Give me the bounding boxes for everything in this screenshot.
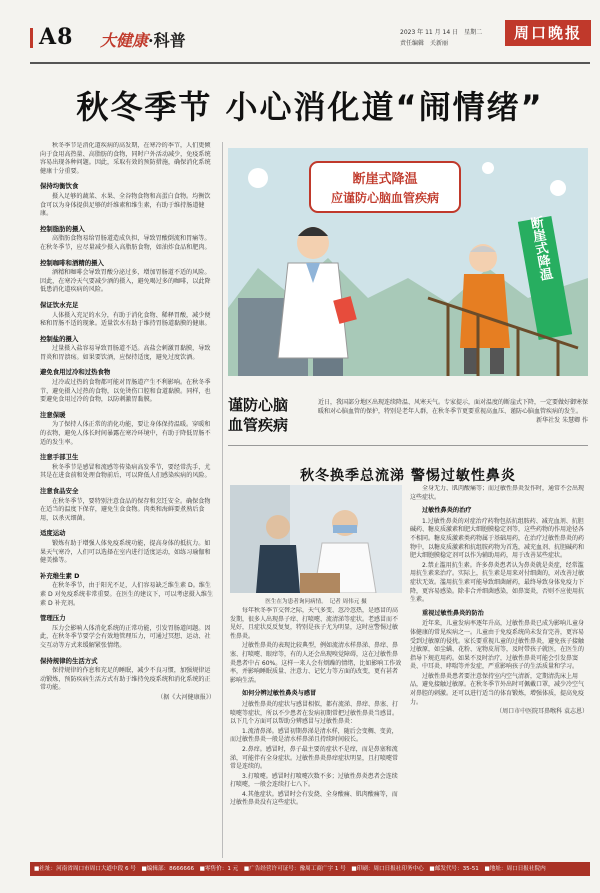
subsection-title: 重视过敏性鼻炎的防治	[422, 609, 484, 617]
page-number	[30, 24, 73, 50]
subsection-title: 过敏性鼻炎的治疗	[422, 507, 472, 515]
brief-title-line1: 谨防心脑	[228, 396, 289, 414]
page-number-text: A8	[39, 24, 74, 50]
main-headline: 秋冬季节 小心消化道“闹情绪”	[76, 88, 544, 126]
page-header	[0, 0, 600, 66]
editor-credit: 责任编辑 关新丽	[400, 40, 449, 47]
brief-text: 近日，我国部分地区出现连续降温、风寒天气。专家提示，面对温度的断崖式下降，一定要做好御寒保暖和对心脑血管的保护，特别是老年人群，在秋冬季节更要重视高血压、谨防心脑血管疾病的发生。	[318, 399, 589, 415]
left-article-intro: 秋冬季节是消化道疾病的高发期，在寒冷的季节，人们更倾向于食用高热量、高脂肪的食物，同时户外活动减少，免疫系统容易出现各种问题。因此，采取有效的预防措施，确保消化系统健康十分重要。	[40, 142, 211, 175]
paragraph: 每年秋冬季节交替之际，天气多变、忽冷忽热，是感冒的高发期，很多人出现鼻子痒、打喷嚏、流清涕等症状。老感冒而不见好，且症状反反复复，特别是孩子尤为明显，这时应警惕过敏性鼻炎。	[230, 607, 399, 640]
photo-desk	[300, 573, 340, 593]
subsection-title: 保证饮水充足	[40, 300, 79, 309]
section-title	[100, 28, 186, 51]
bubble-line1: 断崖式降温	[352, 172, 418, 187]
paragraph: 在秋冬季节，要特别注意食品的保存和烹饪安全。确保食物在适当的温度下保存，避免生食食物。肉类和海鲜要煮熟后食用，以杀灭细菌。	[40, 497, 211, 522]
paragraph: 2.鼻痒。感冒时，鼻子最主要的症状不是痒，而是鼻塞和流涕，可能伴有全身症状。过敏性鼻炎鼻痒症状明显，且打喷嚏常常是连续的。	[230, 745, 399, 771]
paragraph: 人体摄入充足的水分，有助于消化食物、稀释胃酸，减少便秘和胃肠不适的现象。适量饮水有助于维持胃肠道黏膜的健康。	[40, 311, 211, 328]
paragraph: 锻炼有助于增强人体免疫系统功能，提高身体的抵抗力。如果天气寒冷，人们可以选择在室内进行适度运动，如练习瑜伽和健美操等。	[40, 539, 211, 565]
patient-body	[256, 545, 300, 593]
snowflake-shape	[550, 180, 566, 196]
snowflake-shape	[482, 162, 494, 174]
paragraph: 过敏性鼻炎患者要注意保持室内空气清新，定期清洗床上用品，避免接触过敏原。在秋冬季节外出时可佩戴口罩，减少冷空气对鼻腔的刺激。还可以进行适当的体育锻炼，增强体质，提高免疫力。	[410, 672, 585, 706]
brief-title	[228, 395, 308, 435]
paragraph: 高脂肪食物易给胃肠道造成负担，导致胃酸倒流和胃痛等。在秋冬季节，应尽量减少摄入高脂肪食物，如油炸食品和肥肉。	[40, 235, 211, 251]
header-rule	[30, 62, 590, 64]
cartoon-illustration	[228, 148, 588, 376]
paragraph: 过量摄入盐容易导致胃肠道不适。高盐会刺激胃黏膜，导致胃炎和胃溃疡。如果要饮酒，应保持适度，避免过度饮酒。	[40, 345, 211, 361]
subsection-title: 避免食用过冷和过热食物	[40, 368, 111, 377]
paragraph: 酒精和咖啡会导致胃酸分泌过多，增加胃肠道不适的风险。因此，在寒冷天气要减少酒的摄入，避免喝过多的咖啡，以此降低患消化道疾病的风险。	[40, 269, 211, 294]
paragraph: 3.打喷嚏。感冒时打喷嚏次数不多；过敏性鼻炎患者会连续打喷嚏，一般会连续打七八下。	[230, 772, 398, 789]
brief-title-line2: 血管疾病	[228, 416, 289, 434]
article2-headline: 秋冬换季总流涕 警惕过敏性鼻炎	[300, 468, 516, 484]
photo-caption: 医生在为患者询问病情。 记者 周伟元 摄	[265, 599, 367, 605]
article2-column-left	[230, 607, 402, 862]
paragraph: 过敏性鼻炎的表现比较典型，例如流清水样鼻涕、鼻痒、鼻塞、打喷嚏、眼痒等，有的人还会出现嗅觉障碍，这在过敏性鼻炎患者中占 60%。这样一来人会有烦躁的情绪，比如影响工作效率，并影响睡眠质量、注意力、记忆力等方面的改变，更有甚者影响生活。	[230, 642, 402, 684]
subsection-title: 补充维生素 D	[40, 571, 80, 580]
paragraph: 秋冬季节是感冒和流感等传染病高发季节，要经常洗手，尤其是在进食前和处理食物前后，可以降低人们感染疾病的风险。	[40, 463, 211, 480]
section-rule	[228, 445, 588, 446]
doctor-photo	[230, 485, 402, 593]
paragraph: 保持规律的作息和充足的睡眠，减少不良习惯，加强规律运动锻炼，预防疾病生活方式有助于维持免疫系统和消化系统的正常功能。	[40, 667, 211, 692]
subsection-title: 控制咖啡和酒精的摄入	[40, 258, 104, 267]
paragraph: 为了保持人体正常的消化功能，要让身体保持温暖。穿暖和的衣物，避免人体长时间暴露在寒冷环境中，有助于降低胃肠不适的发生率。	[40, 421, 211, 446]
snowflake-shape	[248, 168, 268, 188]
brief-credit: 新华社发 朱慧卿 作	[536, 417, 588, 424]
section-name: 大健康	[100, 31, 149, 50]
issue-date: 2023 年 11 月 14 日 星期二	[400, 29, 483, 36]
subsection-title: 注意手部卫生	[40, 453, 79, 462]
subsection-title: 保持规律的生活方式	[40, 656, 98, 665]
page-number-accent	[30, 28, 33, 48]
article2-column-right	[410, 485, 588, 862]
subsection-title: 控制盐的摄入	[40, 334, 79, 343]
section-sub: ·科普	[148, 31, 186, 50]
paragraph: 在秋冬季节，由于阳光不足，人们容易缺乏维生素 D。维生素 D 对免疫系统非常重要。在医生的建议下，可以考虑摄入维生素 D 补充剂。	[40, 582, 214, 607]
column-divider	[222, 142, 223, 858]
subsection-title: 适度运动	[40, 529, 66, 538]
doctor-mask	[333, 525, 357, 533]
paragraph: 压力会影响人体消化系统的正常功能，引发胃肠道问题。因此，在秋冬季节要学会有效地管理压力，可通过冥想、运动、社交互动等方式来缓解紧张情绪。	[40, 624, 211, 649]
paragraph: 全身无力、肌肉酸痛等；而过敏性鼻炎发作时，通常不会出现这些症状。	[410, 485, 585, 501]
source-credit: （周口市中医院耳鼻喉科 袁志恩）	[496, 708, 588, 716]
subsection-title: 如何分辨过敏性鼻炎与感冒	[242, 690, 317, 698]
page-footer: ■社址：河南省周口市周口大道中段 6 号 ■编辑部：8666666 ■零售价：1 元 ■广告经营许可证号：豫周工商广字 1 号 ■印刷：周口日报社印务中心 ■邮发代号：35-51 ■地址：周口日报社院内	[30, 862, 590, 876]
subsection-title: 保持均衡饮食	[40, 182, 79, 191]
paragraph: 1.流清鼻涕。感冒初期鼻涕是清水样，随后会变稠、变黄，而过敏性鼻炎一般是清水样鼻涕且持续时间较长。	[230, 727, 398, 744]
paragraph: 过敏性鼻炎的症状与感冒相似，都有流涕、鼻痒、鼻塞、打喷嚏等症状，所以不少患者在发病初期常把过敏性鼻炎当感冒。以下几个方面可以帮助分辨感冒与过敏性鼻炎：	[230, 700, 399, 726]
left-article	[40, 142, 215, 858]
paragraph: 近年来，儿童发病率逐年升高，过敏性鼻炎已成为影响儿童身体健康的常见疾病之一。儿童由于免疫系统尚未发育完善，更容易受到过敏原的侵扰。家长要重视儿童的过敏性鼻炎，避免孩子接触过敏原，如尘螨、花粉、宠物皮屑等，及时带孩子就医，在医生的指导下规范用药。如果不及时治疗，过敏性鼻炎可能会引发鼻窦炎、中耳炎、哮喘等并发症，严重影响孩子的生活质量和学习。	[410, 620, 585, 671]
brief-text-block	[318, 398, 588, 425]
patient-head	[266, 515, 290, 539]
source-credit: （据《大河健康报》）	[157, 693, 215, 701]
subsection-title: 注意食品安全	[40, 487, 79, 495]
paragraph: 过冷或过热的食物都可能对胃肠道产生不利影响。在秋冬季节，避免摄入过热的食物，以免烫伤口腔和食道黏膜。同样，也要避免食用过冷的食物，以防刺激胃黏膜。	[40, 379, 211, 404]
subsection-title: 控制脂肪的摄入	[40, 224, 85, 233]
bubble-line2: 应谨防心脑血管疾病	[330, 191, 440, 205]
subsection-title: 注意保暖	[40, 410, 66, 419]
paragraph: 4.其他症状。感冒时会有发烧、全身酸痛、肌肉酸痛等，而过敏性鼻炎没有这些症状。	[230, 790, 398, 807]
paragraph: 摄入足够的蔬菜、水果、全谷物食物和高蛋白食物。均衡饮食可以为身体提供足够的纤维素和维生素，有助于维持肠道健康。	[40, 192, 211, 218]
paragraph: 2.禁止滥用抗生素。许多鼻炎患者认为鼻炎就是炎症，经常滥用抗生素来治疗。实际上，抗生素是用来对付细菌的，对改善过敏症状无效。滥用抗生素可能导致细菌耐药，最终导致身体免疫力下降，更容易感染。除非合并细菌感染，如鼻窦炎，否则不应使用抗生素。	[410, 561, 585, 604]
banner-text: 断崖式降温	[526, 215, 553, 282]
newspaper-logo: 周口晚报	[505, 20, 591, 46]
paragraph: 1.过敏性鼻炎的对症治疗药物包括抗组胺药、减充血剂、抗胆碱药、糖皮质激素和肥大细胞膜稳定剂等，这些药物的作用途径各不相同。糖皮质激素类药物属于基础用药，在治疗过敏性鼻炎的药物中，以糖皮质激素和抗组胺药物为首选，减充血剂、抗胆碱药和肥大细胞膜稳定剂可以作为辅助用药，用于改善某些症状。	[410, 517, 585, 560]
subsection-title: 管理压力	[40, 614, 66, 623]
